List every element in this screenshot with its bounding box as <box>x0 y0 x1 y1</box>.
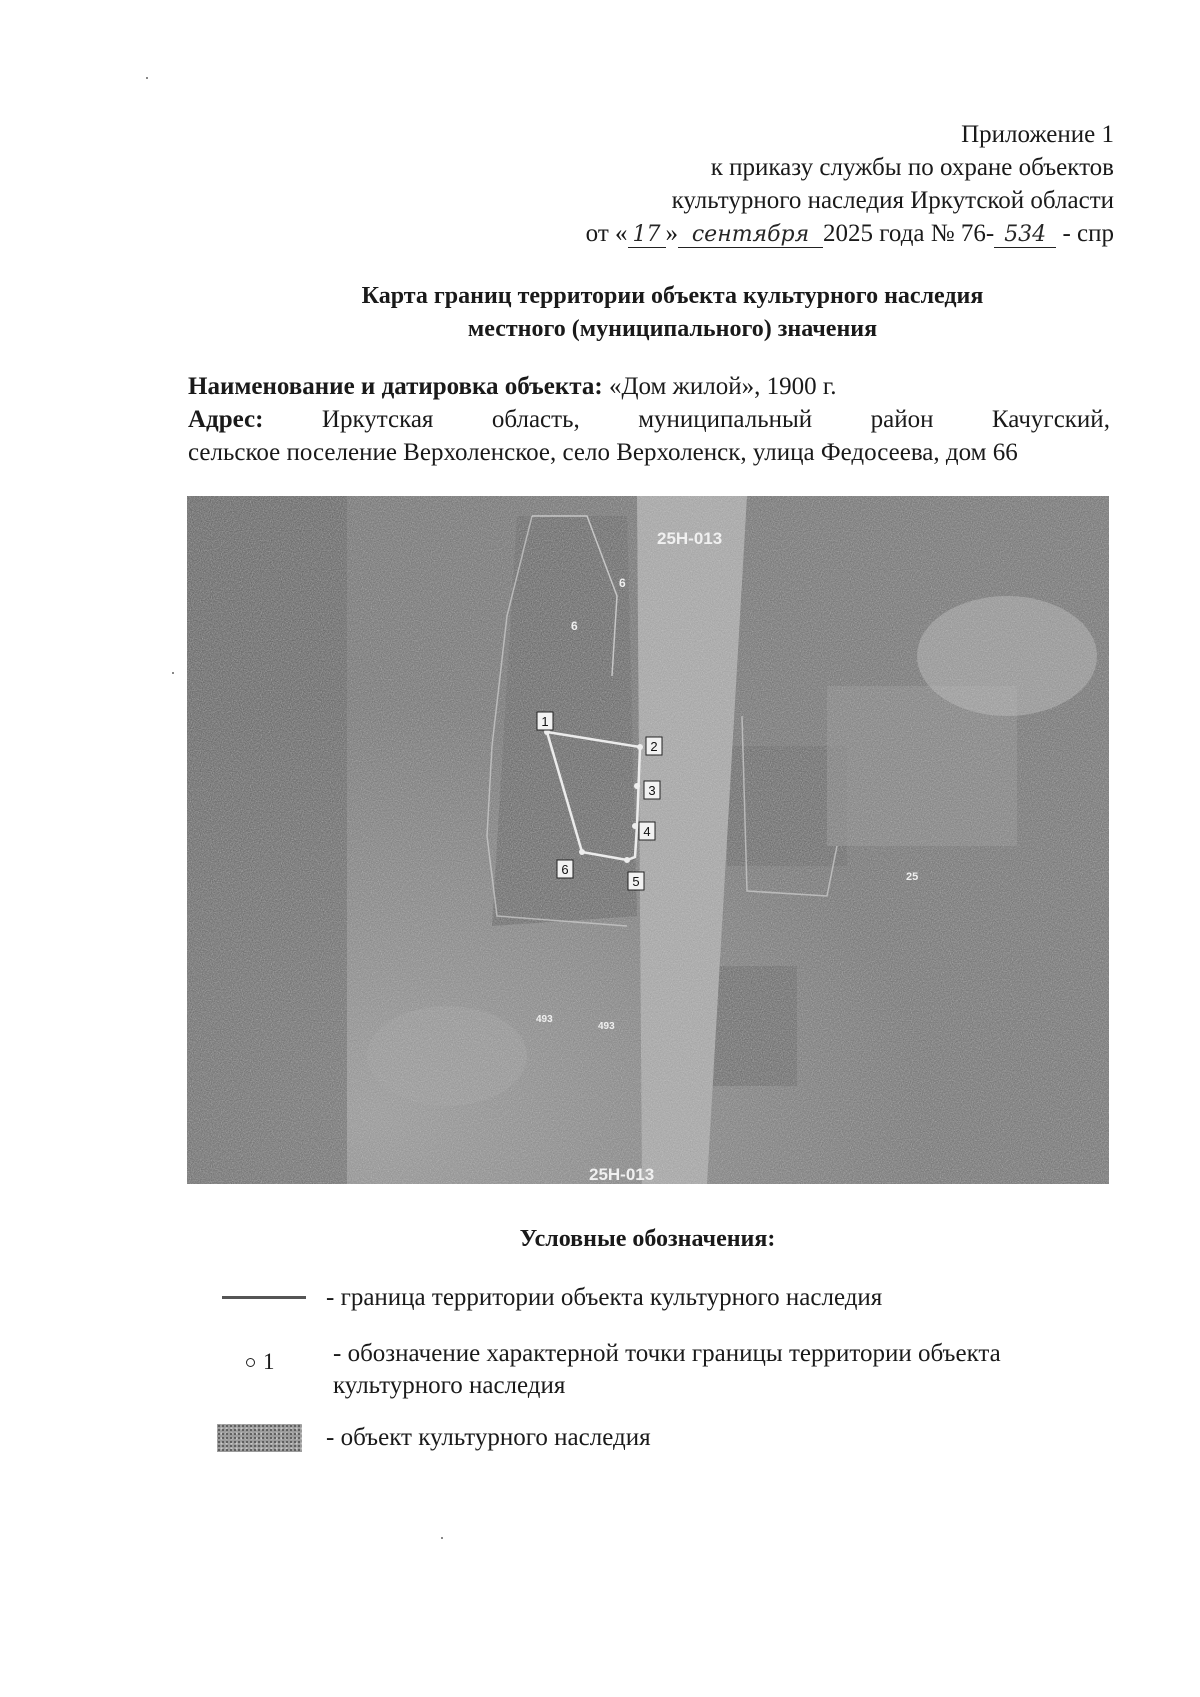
point-label-3: 3 <box>648 783 656 798</box>
address-word: район <box>870 406 934 433</box>
scan-speck <box>172 672 174 674</box>
date-prefix: от « <box>585 220 628 247</box>
legend-point-number: 1 <box>263 1349 275 1374</box>
order-suffix: - спр <box>1062 220 1114 247</box>
title-line-1: Карта границ территории объекта культурного наследия <box>361 283 984 309</box>
legend-point-text-line-2: культурного наследия <box>333 1372 566 1399</box>
address-label: Адрес: <box>188 406 264 433</box>
object-info <box>188 370 1110 469</box>
document-title <box>300 280 1045 346</box>
map-svg <box>187 496 1109 1184</box>
map-dark-field <box>187 496 347 1184</box>
date-year-text: 2025 года № 76- <box>823 220 995 247</box>
legend-object-text: - объект культурного наследия <box>326 1424 651 1451</box>
parcel-label: 6 <box>571 619 578 633</box>
address-word: Качугский, <box>991 406 1110 433</box>
boundary-map <box>187 496 1109 1184</box>
parcel-label: 493 <box>598 1021 615 1032</box>
point-label-4: 4 <box>643 824 651 839</box>
address-word: область, <box>491 406 580 433</box>
point-label-2: 2 <box>650 739 658 754</box>
point-label-1: 1 <box>541 714 549 729</box>
appendix-label: Приложение 1 <box>961 121 1114 148</box>
boundary-point-marker <box>579 849 585 855</box>
address-line-2: сельское поселение Верхоленское, село Верхоленск, улица Федосеева, дом 66 <box>188 439 1018 466</box>
map-patch <box>367 1006 527 1106</box>
boundary-point-marker <box>634 783 640 789</box>
point-label-5: 5 <box>632 874 640 889</box>
legend-point-symbol <box>246 1349 275 1375</box>
parcel-label: 6 <box>619 576 626 590</box>
legend-boundary-text: - граница территории объекта культурного наследия <box>326 1284 883 1311</box>
legend-boundary-symbol <box>222 1296 306 1299</box>
object-name-row <box>188 370 1110 403</box>
parcel-label: 493 <box>536 1014 553 1025</box>
legend-point-text-line-1: - обозначение характерной точки границы территории объекта <box>333 1340 1001 1367</box>
address-row <box>188 403 1110 436</box>
scan-speck <box>146 77 148 79</box>
legend-title: Условные обозначения: <box>519 1226 776 1252</box>
appendix-line-3: культурного наследия Иркутской области <box>671 187 1114 214</box>
boundary-point-marker <box>624 857 630 863</box>
address-word: Иркутская <box>321 406 434 433</box>
appendix-line-2: к приказу службы по охране объектов <box>710 154 1114 181</box>
road-label-top: 25Н-013 <box>657 529 723 548</box>
order-number-handwritten: 534 <box>994 223 1056 248</box>
map-patch <box>917 596 1097 716</box>
object-name-value: «Дом жилой», 1900 г. <box>608 373 837 400</box>
point-ring-icon <box>246 1358 255 1367</box>
road-label-bottom: 25Н-013 <box>589 1165 655 1184</box>
parcel-label: 25 <box>906 871 919 883</box>
legend-object-swatch <box>217 1424 302 1452</box>
appendix-header <box>586 118 1114 250</box>
scan-speck <box>441 1537 443 1539</box>
title-line-2: местного (муниципального) значения <box>467 316 878 342</box>
address-word: муниципальный <box>638 406 813 433</box>
boundary-point-marker <box>632 823 638 829</box>
boundary-point-marker <box>637 744 643 750</box>
point-label-6: 6 <box>561 862 569 877</box>
object-name-label: Наименование и датировка объекта: <box>188 373 603 400</box>
date-month-handwritten: сентября <box>678 223 823 248</box>
date-mid: » <box>665 220 679 247</box>
legend-point-text <box>333 1338 1001 1402</box>
appendix-date-line <box>586 217 1114 250</box>
date-day-handwritten: 17 <box>628 223 666 248</box>
